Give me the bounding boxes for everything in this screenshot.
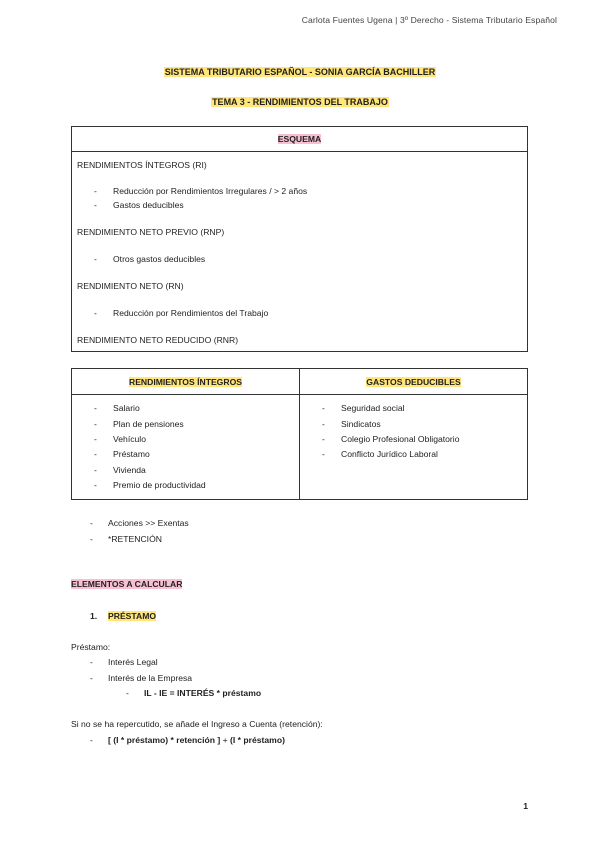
esquema-rn-item: Reducción por Rendimientos del Trabajo	[113, 308, 269, 318]
note-retencion: *RETENCIÓN	[108, 534, 162, 544]
col-header-gastos: GASTOS DEDUCIBLES	[300, 369, 528, 395]
document-title-text: SISTEMA TRIBUTARIO ESPAÑOL - SONIA GARCÍA BACHILLER	[164, 67, 436, 77]
col-header-rendimientos: RENDIMIENTOS ÍNTEGROS	[72, 369, 300, 395]
document-page: Carlota Fuentes Ugena | 3º Derecho - Sistema Tributario Español SISTEMA TRIBUTARIO ESPAÑOL - SONIA GARCÍA BACHILLER TEMA 3 - RENDIMIENTOS DEL TRABAJO ESQUEMA RENDIMIENTOS ÍNTEGROS (RI) - Reducción por Rendimientos Irregulares / > 2 años - Gastos deducibles RENDIMIENTO NETO PREVIO (RNP) - Otros gastos deducibles RENDIMIENTO NETO (RN) - Reducción por Rendimientos del Trabajo RENDIMIENTO NETO REDUCIDO (RNR) RENDIMIENTOS ÍNTEGROS GASTOS DEDUCIBLES - Salario - Plan de pensiones - Vehículo - Préstamo - Vivienda - Premio de productividad - Seguridad social - Sindicatos - Colegio Profesional Obligatorio - Conflicto Jurídico Laboral - Acciones >> Exentas - *RETENCIÓN ELEMENTOS A CALCULAR 1. PRÉSTAMO Préstamo: - Interés Legal - Interés de la Empresa - IL - IE = INTERÉS * préstamo Si no se ha repercutido, se añade el Ingreso a Cuenta (retención): - [ (I * préstamo) * retención ] + (I * préstamo) 1	[0, 0, 600, 848]
col-gastos-list: - Seguridad social - Sindicatos - Colegio Profesional Obligatorio - Conflicto Jurídico Laboral	[300, 395, 528, 500]
esquema-ri: RENDIMIENTOS ÍNTEGROS (RI)	[77, 160, 207, 170]
subsection-title: PRÉSTAMO	[108, 611, 157, 621]
esquema-rnp-item: Otros gastos deducibles	[113, 254, 206, 264]
section-heading: ELEMENTOS A CALCULAR	[71, 579, 183, 589]
esquema-ri-item: Gastos deducibles	[113, 200, 184, 210]
list-item: Conflicto Jurídico Laboral	[341, 449, 438, 459]
note-acciones: Acciones >> Exentas	[108, 518, 189, 528]
list-item: Sindicatos	[341, 419, 381, 429]
list-item: Interés Legal	[108, 657, 158, 667]
esquema-ri-item: Reducción por Rendimientos Irregulares / > 2 años	[113, 186, 308, 196]
list-item: Vivienda	[113, 465, 146, 475]
esquema-body: RENDIMIENTOS ÍNTEGROS (RI) - Reducción por Rendimientos Irregulares / > 2 años - Gastos deducibles RENDIMIENTO NETO PREVIO (RNP) - Otros gastos deducibles RENDIMIENTO NETO (RN) - Reducción por Rendimientos del Trabajo RENDIMIENTO NETO REDUCIDO (RNR)	[72, 152, 528, 352]
esquema-rn: RENDIMIENTO NETO (RN)	[77, 281, 184, 291]
esquema-table	[71, 126, 528, 352]
subsection-number: 1.	[90, 611, 98, 621]
document-subtitle-text: TEMA 3 - RENDIMIENTOS DEL TRABAJO	[212, 97, 388, 107]
document-subtitle	[0, 97, 600, 107]
retencion-text: Si no se ha repercutido, se añade el Ingreso a Cuenta (retención):	[71, 719, 323, 729]
list-item: Premio de productividad	[113, 480, 206, 490]
formula-retencion: [ (I * préstamo) * retención ] + (I * préstamo)	[108, 735, 285, 745]
list-item: Interés de la Empresa	[108, 673, 193, 683]
esquema-rnp: RENDIMIENTO NETO PREVIO (RNP)	[77, 227, 225, 237]
list-item: Plan de pensiones	[113, 419, 184, 429]
list-item: Vehículo	[113, 434, 146, 444]
list-item: Seguridad social	[341, 403, 405, 413]
running-header: Carlota Fuentes Ugena | 3º Derecho - Sistema Tributario Español	[301, 15, 557, 25]
page-number: 1	[523, 801, 528, 811]
list-item: Salario	[113, 403, 140, 413]
esquema-rnr: RENDIMIENTO NETO REDUCIDO (RNR)	[77, 335, 239, 345]
list-item: Colegio Profesional Obligatorio	[341, 434, 460, 444]
list-item: Préstamo	[113, 449, 150, 459]
rendimientos-gastos-table	[71, 368, 528, 500]
prestamo-label: Préstamo:	[71, 642, 111, 652]
col-rendimientos-list: - Salario - Plan de pensiones - Vehículo - Préstamo - Vivienda - Premio de productividad	[72, 395, 300, 500]
document-title	[0, 67, 600, 77]
esquema-heading: ESQUEMA	[72, 127, 528, 152]
formula-interes: IL - IE = INTERÉS * préstamo	[144, 688, 262, 698]
